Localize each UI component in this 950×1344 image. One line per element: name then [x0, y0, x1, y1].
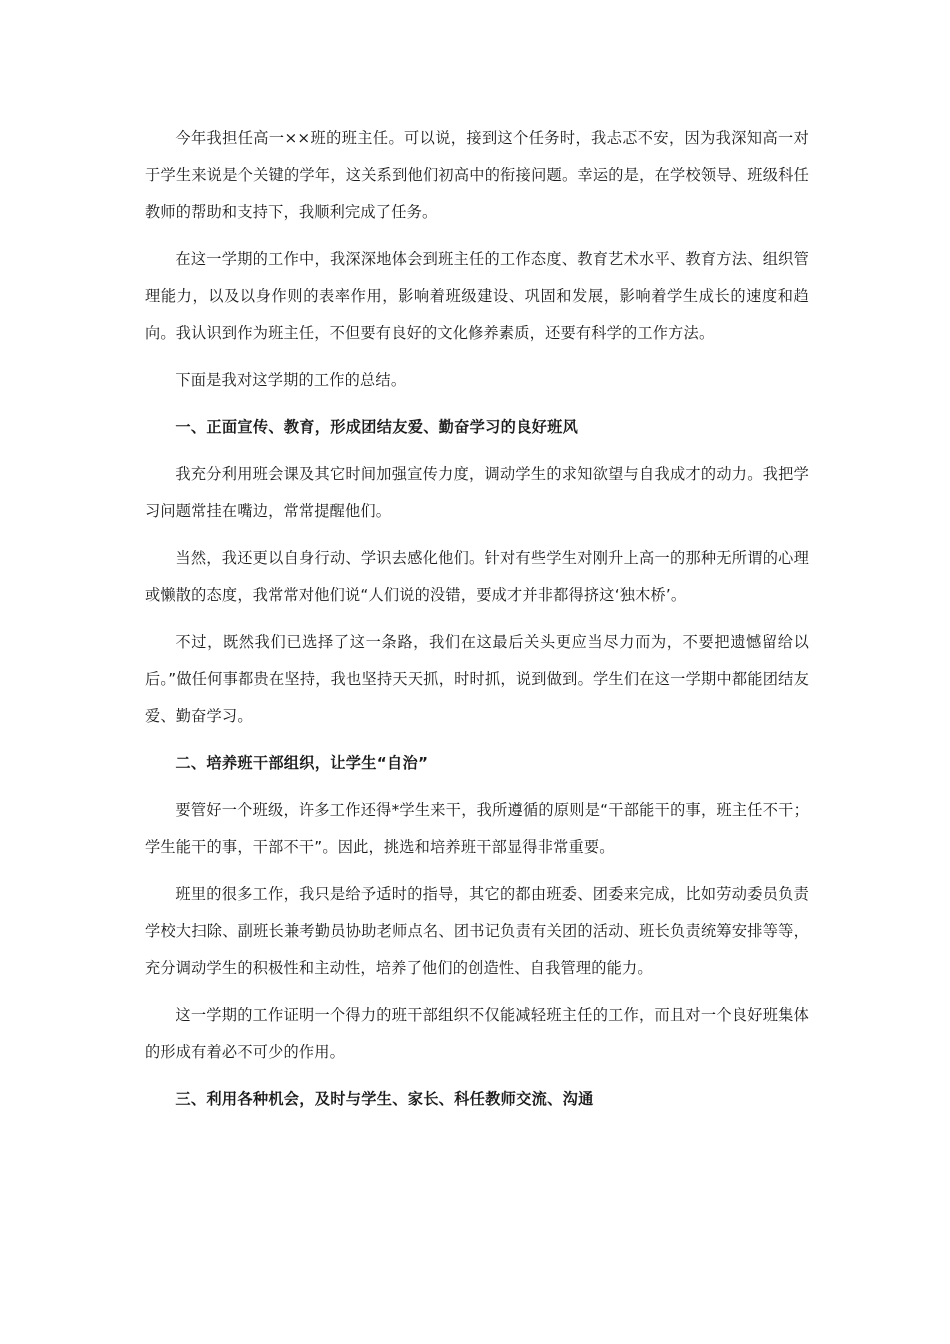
paragraph: 当然，我还更以自身行动、学识去感化他们。针对有些学生对刚升上高一的那种无所谓的心理或懒散的态度，我常常对他们说“人们说的没错，要成才并非都得挤这‘独木桥’。 [145, 549, 809, 604]
section-heading: 三、利用各种机会，及时与学生、家长、科任教师交流、沟通 [175, 1090, 594, 1108]
paragraph: 班里的很多工作，我只是给予适时的指导，其它的都由班委、团委来完成，比如劳动委员负责学校大扫除、副班长兼考勤员协助老师点名、团书记负责有关团的活动、班长负责统筹安排等等，充分调动学生的积极性和主动性，培养了他们的创造性、自我管理的能力。 [145, 885, 809, 977]
paragraph: 今年我担任高一××班的班主任。可以说，接到这个任务时，我忐忑不安，因为我深知高一对于学生来说是个关键的学年，这关系到他们初高中的衔接问题。幸运的是，在学校领导、班级科任教师的帮助和支持下，我顺利完成了任务。 [145, 129, 809, 221]
paragraph: 不过，既然我们已选择了这一条路，我们在这最后关头更应当尽力而为，不要把遗憾留给以后。”做任何事都贵在坚持，我也坚持天天抓，时时抓，说到做到。学生们在这一学期中都能团结友爱、勤奋学习。 [145, 633, 809, 725]
paragraph: 在这一学期的工作中，我深深地体会到班主任的工作态度、教育艺术水平、教育方法、组织管理能力，以及以身作则的表率作用，影响着班级建设、巩固和发展，影响着学生成长的速度和趋向。我认识到作为班主任，不但要有良好的文化修养素质，还要有科学的工作方法。 [145, 250, 809, 342]
paragraph: 我充分利用班会课及其它时间加强宣传力度，调动学生的求知欲望与自我成才的动力。我把学习问题常挂在嘴边，常常提醒他们。 [145, 465, 809, 520]
paragraph: 要管好一个班级，许多工作还得*学生来干，我所遵循的原则是“干部能干的事，班主任不干；学生能干的事，干部不干”。因此，挑选和培养班干部显得非常重要。 [145, 801, 809, 856]
paragraph: 下面是我对这学期的工作的总结。 [175, 371, 407, 389]
document-body [145, 120, 809, 1128]
paragraph: 这一学期的工作证明一个得力的班干部组织不仅能减轻班主任的工作，而且对一个良好班集体的形成有着必不可少的作用。 [145, 1006, 809, 1061]
section-heading: 一、正面宣传、教育，形成团结友爱、勤奋学习的良好班风 [175, 418, 579, 436]
section-heading: 二、培养班干部组织，让学生“自治” [175, 754, 429, 772]
